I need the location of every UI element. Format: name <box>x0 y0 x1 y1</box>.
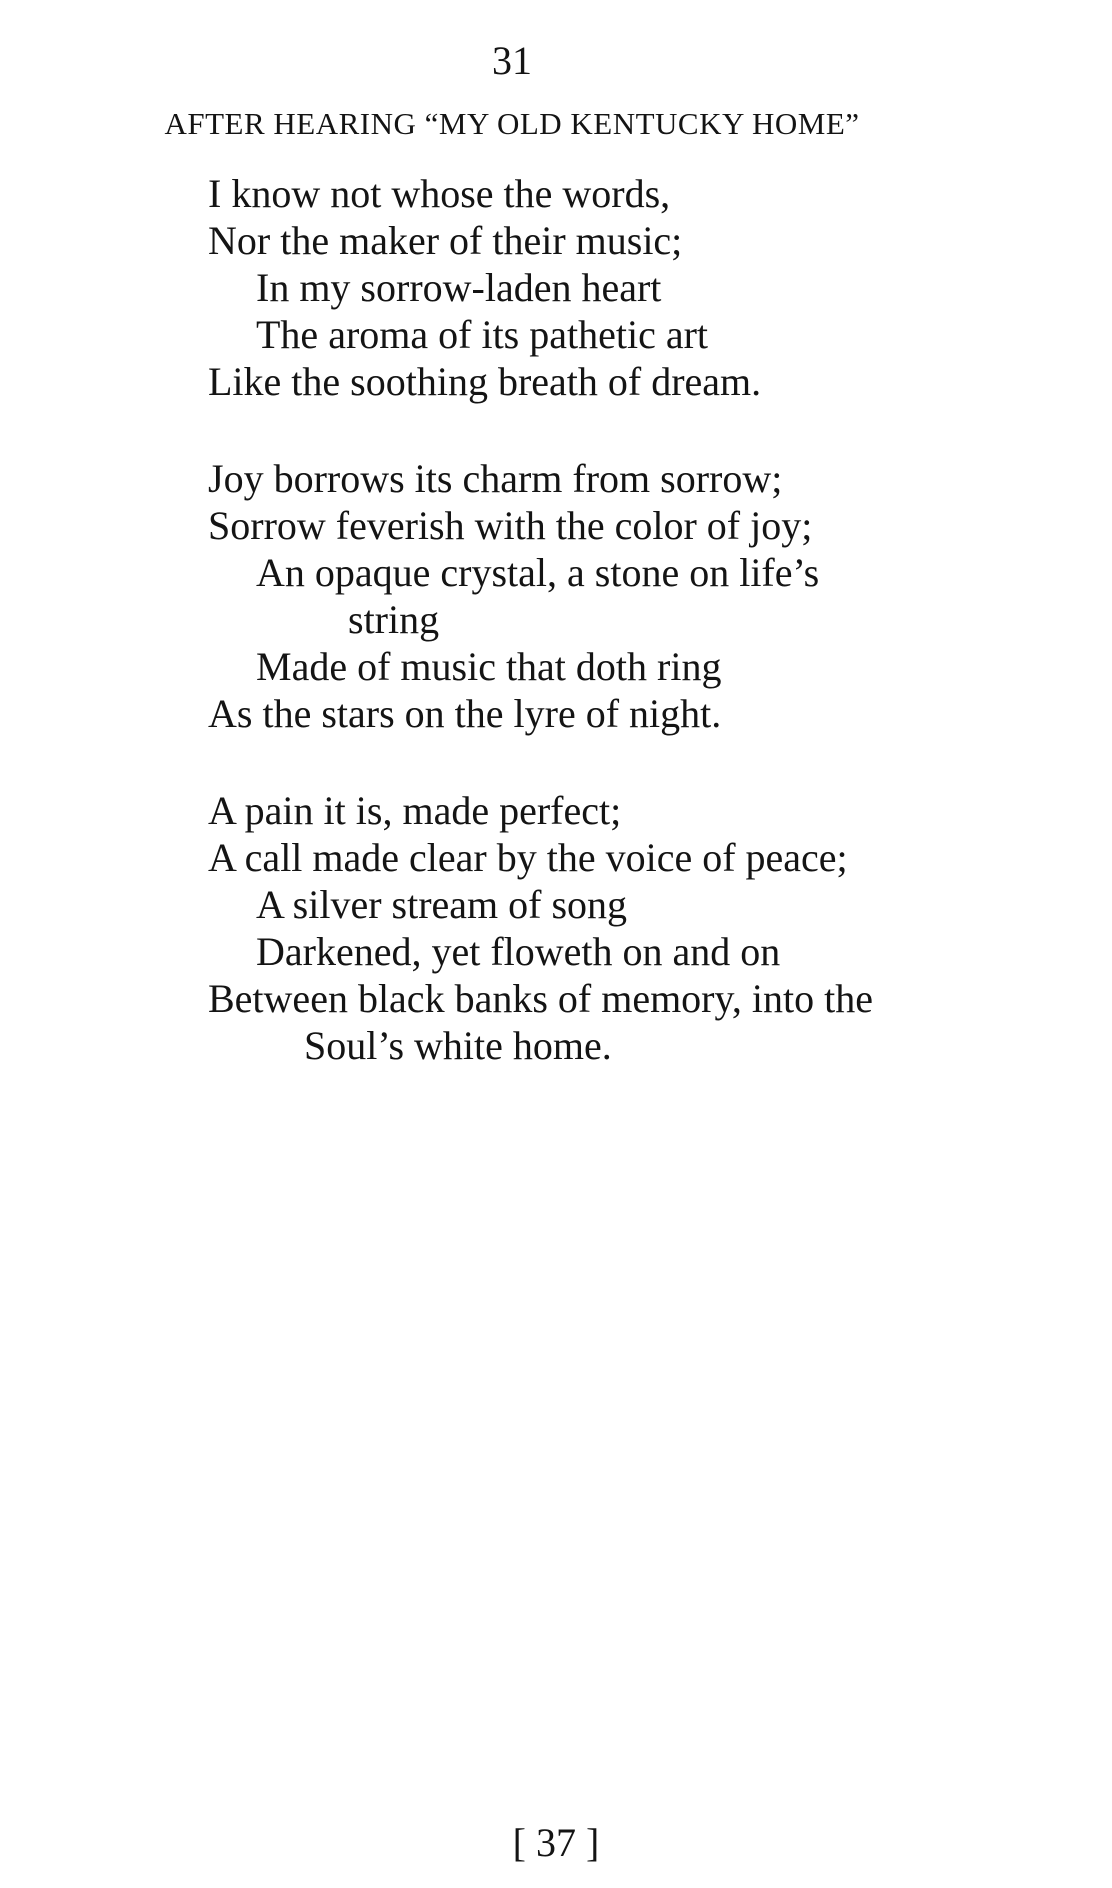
stanza-3 <box>208 787 1028 1069</box>
poem-line: Between black banks of memory, into the <box>208 976 873 1021</box>
poem-line: A call made clear by the voice of peace; <box>208 835 848 880</box>
poem-title: AFTER HEARING “MY OLD KENTUCKY HOME” <box>164 106 860 141</box>
poem-line: The aroma of its pathetic art <box>256 312 709 357</box>
poem-line: A pain it is, made perfect; <box>208 788 622 833</box>
poem-line: As the stars on the lyre of night. <box>208 691 722 736</box>
poem-line: I know not whose the words, <box>208 171 671 216</box>
poem-line: Joy borrows its charm from sorrow; <box>208 456 783 501</box>
poem-line: A silver stream of song <box>256 882 628 927</box>
poem-line-continuation: Soul’s white home. <box>304 1023 612 1068</box>
stanza-1 <box>208 170 1028 405</box>
poem-line: Like the soothing breath of dream. <box>208 359 762 404</box>
poem-line: An opaque crystal, a stone on life’s <box>256 550 820 595</box>
stanza-2 <box>208 455 1028 737</box>
page-number: [ 37 ] <box>512 1820 600 1865</box>
poem-body <box>208 170 1028 1069</box>
poem-line: In my sorrow-laden heart <box>256 265 662 310</box>
poem-line-continuation: string <box>348 597 440 642</box>
poem-line: Sorrow feverish with the color of joy; <box>208 503 813 548</box>
stanza-divider <box>208 737 1028 787</box>
poem-line: Darkened, yet floweth on and on <box>256 929 781 974</box>
stanza-divider <box>208 405 1028 455</box>
poem-line: Nor the maker of their music; <box>208 218 683 263</box>
poem-number: 31 <box>492 38 532 83</box>
poem-line: Made of music that doth ring <box>256 644 722 689</box>
